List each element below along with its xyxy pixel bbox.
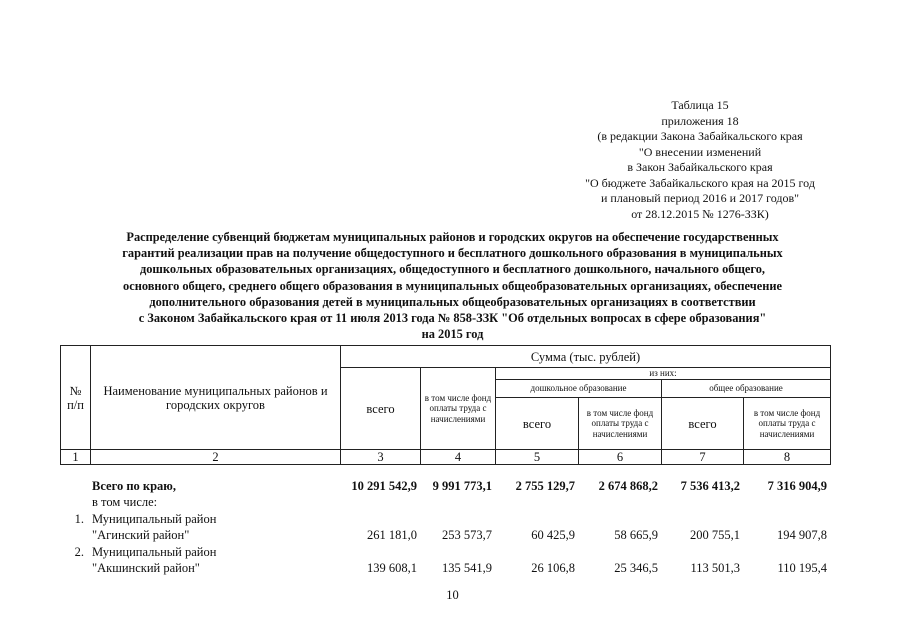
preschool-payroll-header: в том числе фонд оплаты труда с начислениями bbox=[579, 398, 662, 450]
row-value: 139 608,1 bbox=[367, 561, 417, 575]
row-number: 2. bbox=[74, 544, 84, 559]
column-number: 4 bbox=[421, 450, 496, 465]
row-value: 253 573,7 bbox=[442, 528, 492, 542]
row-name: в том числе: bbox=[92, 495, 158, 509]
row-value: 25 346,5 bbox=[614, 561, 658, 575]
title-line: с Законом Забайкальского края от 11 июля 2013 года № 858-ЗЗК "Об отдельных вопросах в сфере образования" bbox=[138, 311, 767, 326]
header-line: от 28.12.2015 № 1276-ЗЗК) bbox=[631, 206, 769, 221]
header-line: "О бюджете Забайкальского края на 2015 год bbox=[585, 175, 815, 190]
col-payroll-header: в том числе фонд оплаты труда с начислениями bbox=[421, 368, 496, 450]
subvention-table-header bbox=[60, 345, 831, 465]
row-value: 200 755,1 bbox=[690, 528, 740, 542]
row-number bbox=[60, 477, 90, 494]
row-value bbox=[495, 543, 578, 560]
document-title bbox=[60, 229, 845, 342]
row-value bbox=[743, 494, 830, 511]
title-line: дополнительного образования детей в муниципальных общеобразовательных организациях в соответствии bbox=[149, 294, 756, 309]
row-value bbox=[661, 510, 743, 527]
col-total-header: всего bbox=[341, 368, 421, 450]
col-no-header: № п/п bbox=[61, 346, 91, 450]
row-name: Муниципальный район bbox=[92, 544, 217, 559]
table-row bbox=[60, 560, 830, 577]
title-line: на 2015 год bbox=[421, 327, 484, 342]
row-value bbox=[578, 494, 661, 511]
table-row bbox=[60, 494, 830, 511]
row-value: 110 195,4 bbox=[777, 561, 827, 575]
sum-header: Сумма (тыс. рублей) bbox=[341, 346, 831, 368]
column-number: 1 bbox=[61, 450, 91, 465]
column-number: 3 bbox=[341, 450, 421, 465]
column-number: 2 bbox=[91, 450, 341, 465]
header-line: "О внесении изменений bbox=[638, 144, 762, 159]
column-number: 5 bbox=[496, 450, 579, 465]
table-row bbox=[60, 527, 830, 544]
row-name: Всего по краю, bbox=[92, 478, 176, 493]
row-value: 2 674 868,2 bbox=[598, 478, 658, 493]
row-value bbox=[495, 494, 578, 511]
row-value bbox=[495, 510, 578, 527]
row-value bbox=[661, 494, 743, 511]
header-line: и плановый период 2016 и 2017 годов" bbox=[600, 191, 800, 205]
row-value: 2 755 129,7 bbox=[515, 478, 575, 493]
preschool-total-header: всего bbox=[496, 398, 579, 450]
header-line: в Закон Забайкальского края bbox=[627, 160, 773, 174]
row-value bbox=[661, 543, 743, 560]
row-value bbox=[420, 543, 495, 560]
title-line: основного общего, среднего общего образования в муниципальных общеобразовательных организациях, обеспечение bbox=[123, 278, 782, 293]
row-number bbox=[60, 494, 90, 511]
row-value: 7 316 904,9 bbox=[767, 478, 827, 493]
row-number: 1. bbox=[74, 511, 84, 526]
subvention-table-body bbox=[60, 477, 830, 576]
row-value: 135 541,9 bbox=[442, 561, 492, 575]
row-value bbox=[743, 543, 830, 560]
title-line: Распределение субвенций бюджетам муниципальных районов и городских округов на обеспечение государственных bbox=[126, 230, 779, 244]
row-value bbox=[340, 510, 420, 527]
row-value: 7 536 413,2 bbox=[680, 478, 740, 493]
row-value bbox=[578, 543, 661, 560]
row-value: 194 907,8 bbox=[777, 528, 827, 542]
general-total-header: всего bbox=[662, 398, 744, 450]
appendix-header bbox=[540, 98, 860, 222]
row-number bbox=[60, 527, 90, 544]
general-payroll-header: в том числе фонд оплаты труда с начислениями bbox=[744, 398, 831, 450]
general-header: общее образование bbox=[662, 380, 831, 398]
column-number: 6 bbox=[579, 450, 662, 465]
header-line: (в редакции Закона Забайкальского края bbox=[597, 129, 803, 143]
of-which-header: из них: bbox=[496, 368, 831, 380]
row-value bbox=[420, 494, 495, 511]
header-line: Таблица 15 bbox=[671, 98, 729, 112]
row-value bbox=[578, 510, 661, 527]
row-number bbox=[60, 560, 90, 577]
row-name: "Агинский район" bbox=[92, 528, 190, 542]
column-number: 7 bbox=[662, 450, 744, 465]
row-value: 9 991 773,1 bbox=[432, 478, 492, 493]
header-line: приложения 18 bbox=[661, 113, 739, 128]
row-value: 60 425,9 bbox=[531, 528, 575, 542]
column-number: 8 bbox=[744, 450, 831, 465]
row-value: 261 181,0 bbox=[367, 528, 417, 542]
row-value bbox=[340, 543, 420, 560]
title-line: гарантий реализации прав на получение общедоступного и бесплатного дошкольного образования в муниципальных bbox=[122, 246, 783, 261]
row-value bbox=[340, 494, 420, 511]
row-value: 58 665,9 bbox=[614, 528, 658, 542]
row-value bbox=[743, 510, 830, 527]
col-name-header: Наименование муниципальных районов и городских округов bbox=[91, 346, 341, 450]
row-value: 26 106,8 bbox=[531, 561, 575, 575]
table-row bbox=[60, 543, 830, 560]
preschool-header: дошкольное образование bbox=[496, 380, 662, 398]
row-name: "Акшинский район" bbox=[92, 561, 200, 575]
table-row bbox=[60, 510, 830, 527]
title-line: дошкольных образовательных организациях, общедоступного и бесплатного дошкольного, начального общего, bbox=[139, 262, 766, 277]
page-number: 10 bbox=[446, 588, 459, 602]
row-value: 113 501,3 bbox=[690, 561, 740, 575]
row-value: 10 291 542,9 bbox=[351, 478, 417, 493]
row-name: Муниципальный район bbox=[92, 511, 217, 526]
table-row bbox=[60, 477, 830, 494]
row-value bbox=[420, 510, 495, 527]
